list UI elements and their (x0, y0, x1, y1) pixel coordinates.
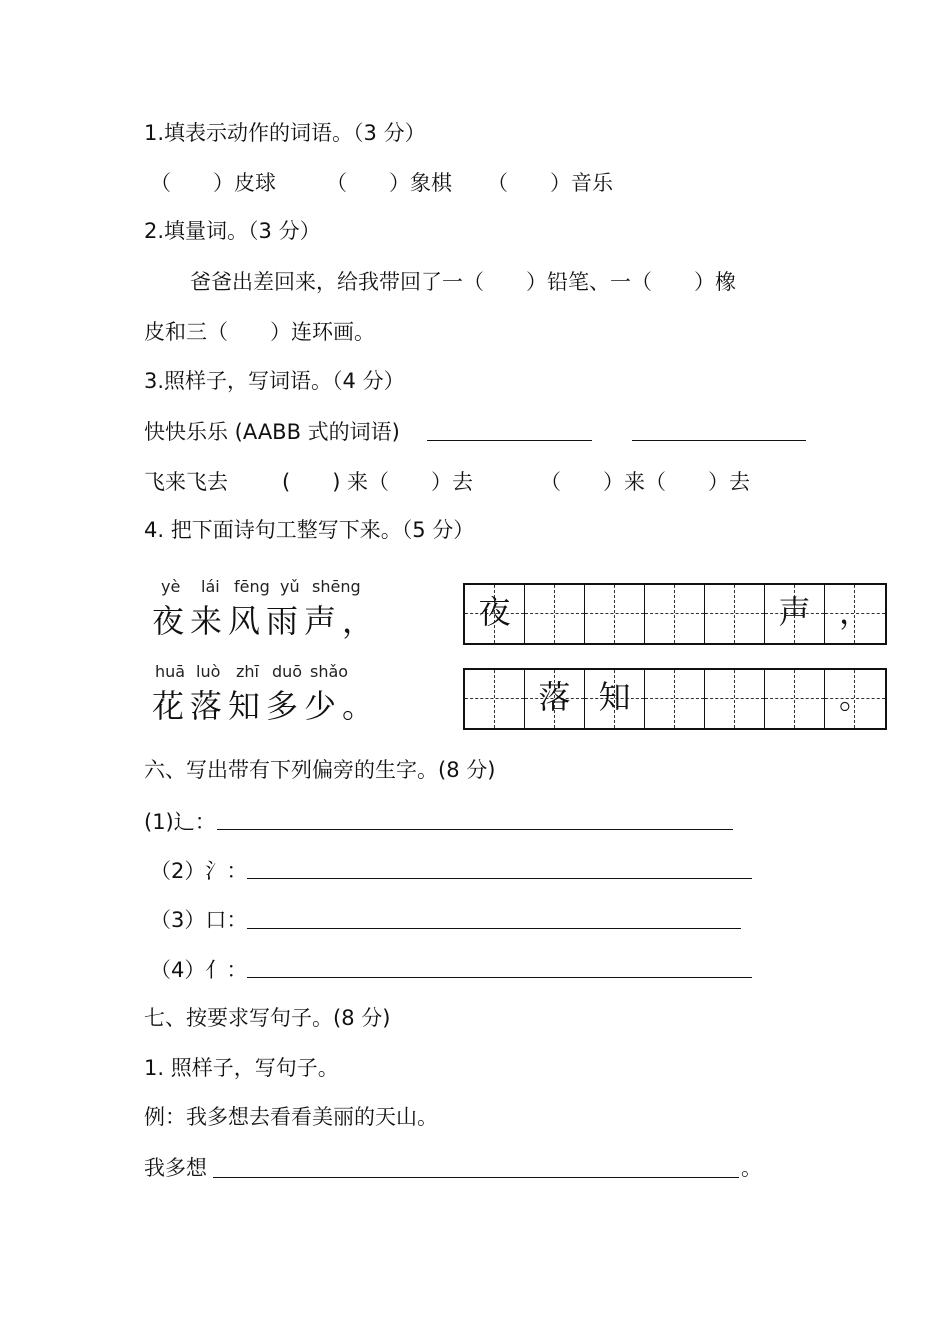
s7-answer-line[interactable] (213, 1177, 739, 1178)
q3-row2-blank-1: ( ) 来（ ）去 (282, 470, 474, 494)
grid2-cell-2[interactable]: 落 (525, 670, 585, 728)
grid1-cell-4[interactable] (645, 585, 705, 643)
s6-item-4-line[interactable] (247, 977, 752, 978)
grid2-cell-3[interactable]: 知 (585, 670, 645, 728)
q3-answer-line-2 (632, 440, 806, 441)
q3-row1-label: 快快乐乐 (AABB 式的词语) (144, 420, 400, 444)
pinyin-zhi: zhī (236, 662, 259, 681)
pinyin-luo: luò (196, 662, 221, 681)
grid1-cell-7[interactable]: ， (825, 585, 885, 643)
pinyin-shao: shǎo (310, 662, 349, 681)
s6-item-4-label: （4）亻： (150, 958, 248, 982)
q3-answer-line-1 (427, 440, 592, 441)
s6-item-1-line[interactable] (217, 829, 733, 830)
pinyin-ye: yè (161, 577, 181, 596)
s7-answer-suffix: 。 (741, 1156, 762, 1180)
q1-item-1: （ ）皮球 (150, 171, 276, 195)
pinyin-sheng: shēng (312, 577, 361, 596)
s6-item-2-label: （2）氵： (150, 859, 248, 883)
pinyin-duo: duō (272, 662, 303, 681)
q1-item-2: （ ）象棋 (326, 171, 452, 195)
q3-row2-label: 飞来飞去 (144, 470, 228, 494)
s6-item-1-label: (1)辶： (144, 810, 216, 834)
q1-item-3: （ ）音乐 (487, 171, 613, 195)
s7-answer-prefix: 我多想 (144, 1156, 207, 1180)
grid1-cell-3[interactable] (585, 585, 645, 643)
s6-item-2-line[interactable] (247, 878, 752, 879)
grid2-cell-1[interactable] (465, 670, 525, 728)
s6-item-3-label: （3）口： (150, 908, 248, 932)
s7-sub1: 1. 照样子，写句子。 (144, 1056, 339, 1080)
s6-item-3-line[interactable] (247, 928, 741, 929)
q3-title: 3.照样子，写词语。（4 分） (144, 369, 405, 393)
grid1-cell-5[interactable] (705, 585, 765, 643)
s7-example: 例：我多想去看看美丽的天山。 (144, 1105, 438, 1129)
grid2-cell-6[interactable] (765, 670, 825, 728)
poem-line-1: 夜来风雨声， (152, 602, 381, 640)
grid1-cell-1[interactable]: 夜 (465, 585, 525, 643)
grid2-cell-5[interactable] (705, 670, 765, 728)
s7-title: 七、按要求写句子。(8 分) (144, 1006, 391, 1030)
grid1-cell-2[interactable] (525, 585, 585, 643)
writing-grid-1[interactable] (463, 583, 887, 645)
q4-title: 4. 把下面诗句工整写下来。（5 分） (144, 518, 475, 542)
grid2-cell-4[interactable] (645, 670, 705, 728)
pinyin-lai: lái (201, 577, 220, 596)
poem-line-2: 花落知多少。 (152, 687, 381, 725)
writing-grid-2[interactable] (463, 668, 887, 730)
grid2-cell-7[interactable]: 。 (825, 670, 885, 728)
q2-line2: 皮和三（ ）连环画。 (144, 320, 375, 344)
q1-title: 1.填表示动作的词语。（3 分） (144, 121, 426, 145)
q2-line1: 爸爸出差回来，给我带回了一（ ）铅笔、一（ ）橡 (190, 270, 736, 294)
s6-title: 六、写出带有下列偏旁的生字。(8 分) (144, 758, 496, 782)
pinyin-hua: huā (155, 662, 186, 681)
q2-title: 2.填量词。（3 分） (144, 219, 321, 243)
q3-row2-blank-2: （ ）来（ ）去 (540, 470, 750, 494)
pinyin-feng: fēng (234, 577, 270, 596)
pinyin-yu: yǔ (280, 577, 300, 596)
grid1-cell-6[interactable]: 声 (765, 585, 825, 643)
